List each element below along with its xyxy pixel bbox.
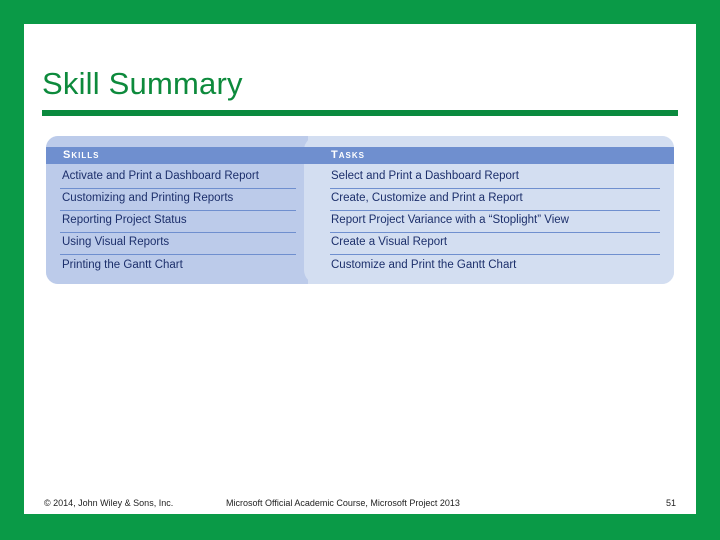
row-divider [60,210,296,211]
row-divider [330,210,660,211]
task-cell: Customize and Print the Gantt Chart [331,259,517,271]
footer-course: Microsoft Official Academic Course, Microsoft Project 2013 [226,498,460,508]
row-divider [60,232,296,233]
slide [24,24,696,514]
row-divider [60,254,296,255]
task-cell: Create a Visual Report [331,236,448,248]
title-divider [42,110,678,116]
row-divider [60,188,296,189]
row-divider [330,232,660,233]
footer-copyright: © 2014, John Wiley & Sons, Inc. [44,498,174,508]
skill-cell: Printing the Gantt Chart [62,259,183,271]
task-cell: Create, Customize and Print a Report [331,192,523,204]
skill-cell: Using Visual Reports [62,236,170,248]
skill-cell: Reporting Project Status [62,214,187,226]
slide-title: Skill Summary [42,66,243,101]
page-number: 51 [666,498,677,508]
tasks-header: Tasks [331,149,365,161]
row-divider [330,188,660,189]
skill-summary-table [46,136,674,284]
task-cell: Select and Print a Dashboard Report [331,170,519,182]
row-divider [330,254,660,255]
skills-header: Skills [63,149,100,161]
skill-cell: Activate and Print a Dashboard Report [62,170,259,182]
task-cell: Report Project Variance with a “Stoplight” View [331,214,569,226]
skill-cell: Customizing and Printing Reports [62,192,234,204]
